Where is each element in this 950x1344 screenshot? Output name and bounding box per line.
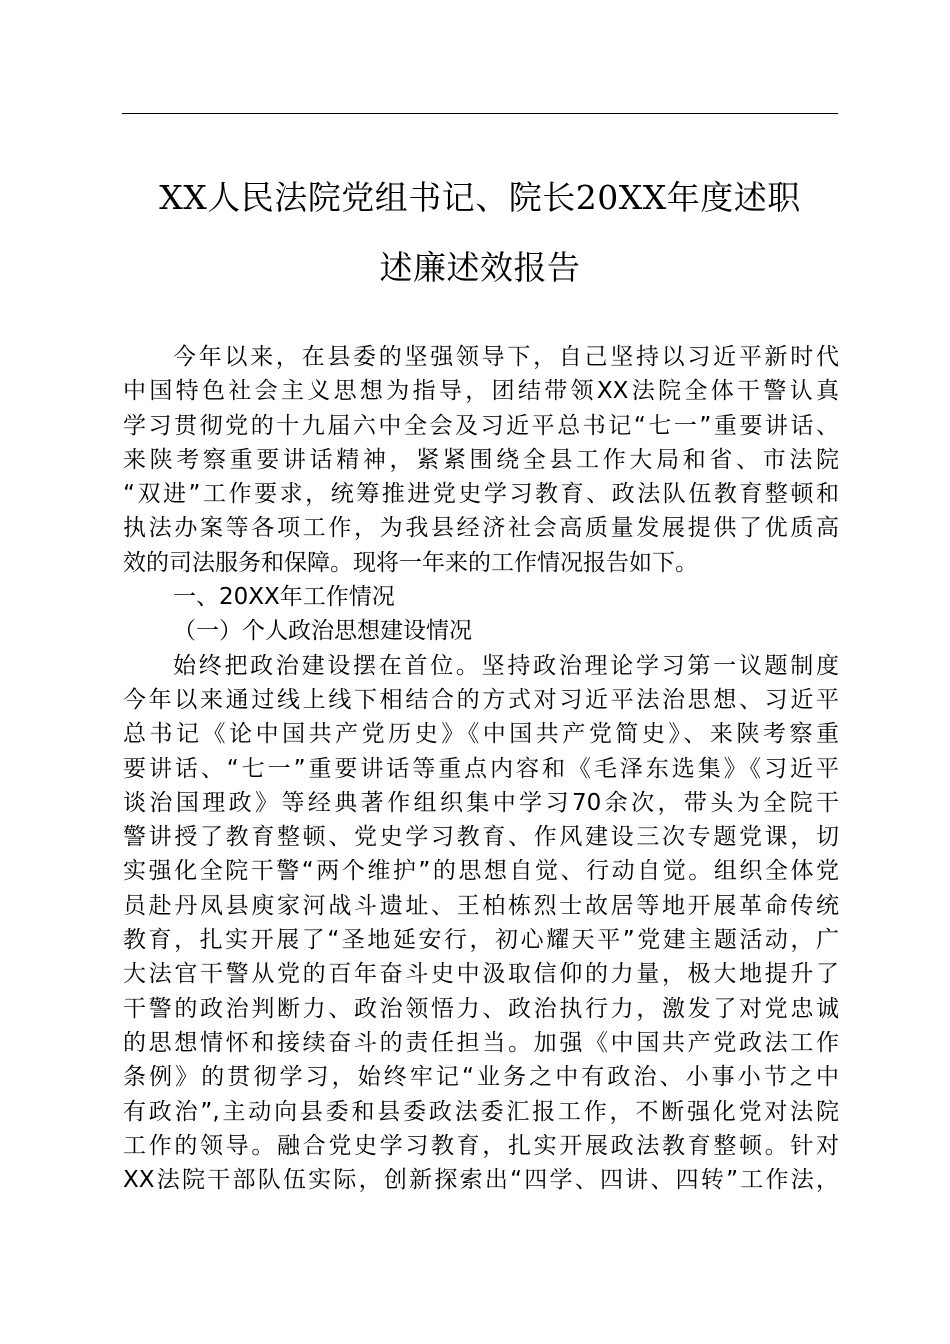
- header-rule: [122, 113, 838, 114]
- section-heading: 一、20XX年工作情况: [173, 584, 395, 611]
- text-line: 今年以来，在县委的坚强领导下，自己坚持以习近平新时代: [173, 344, 839, 370]
- text-line: 要讲话、“七一”重要讲话等重点内容和《毛泽东选集》《习近平: [123, 755, 839, 782]
- document-title-continued: 述廉述效报告: [379, 248, 581, 287]
- text-line: 实强化全院干警“两个维护”的思想自觉、行动自觉。组织全体党: [123, 858, 839, 885]
- text-line: 执法办案等各项工作，为我县经济社会高质量发展提供了优质高: [123, 515, 839, 542]
- text-line: 的思想情怀和接续奋斗的责任担当。加强《中国共产党政法工作: [123, 1029, 839, 1056]
- text-line: 谈治国理政》等经典著作组织集中学习70余次，带头为全院干: [123, 789, 839, 816]
- text-line: 总书记《论中国共产党历史》《中国共产党简史》、来陕考察重: [123, 721, 839, 748]
- document-title: XX人民法院党组书记、院长20XX年度述职: [159, 178, 801, 217]
- text-line: 干警的政治判断力、政治领悟力、政治执行力，激发了对党忠诚: [123, 995, 839, 1022]
- text-line: 中国特色社会主义思想为指导，团结带领XX法院全体干警认真: [123, 378, 839, 405]
- document-body: [123, 340, 839, 1197]
- text-line: 学习贯彻党的十九届六中全会及习近平总书记“七一”重要讲话、: [123, 412, 839, 439]
- text-line: 始终把政治建设摆在首位。坚持政治理论学习第一议题制度: [173, 652, 839, 679]
- text-line: 今年以来通过线上线下相结合的方式对习近平法治思想、习近平: [123, 686, 839, 713]
- text-line: XX法院干部队伍实际，创新探索出“四学、四讲、四转”工作法，: [123, 1167, 839, 1194]
- text-line: 来陕考察重要讲话精神，紧紧围绕全县工作大局和省、市法院: [123, 446, 839, 473]
- text-line: 条例》的贯彻学习，始终牢记“业务之中有政治、小事小节之中: [123, 1064, 839, 1091]
- text-line: 员赴丹凤县庾家河战斗遗址、王柏栋烈士故居等地开展革命传统: [123, 892, 839, 919]
- text-line: 工作的领导。融合党史学习教育，扎实开展政法教育整顿。针对: [123, 1132, 839, 1159]
- text-line: 大法官干警从党的百年奋斗史中汲取信仰的力量，极大地提升了: [123, 961, 839, 988]
- text-line: 教育，扎实开展了“圣地延安行，初心耀天平”党建主题活动，广: [123, 927, 839, 954]
- text-line: 效的司法服务和保障。现将一年来的工作情况报告如下。: [123, 549, 698, 576]
- text-line: “双进”工作要求，统筹推进党史学习教育、政法队伍教育整顿和: [123, 481, 839, 508]
- subsection-heading: （一）个人政治思想建设情况: [173, 618, 472, 645]
- text-line: 有政治”,主动向县委和县委政法委汇报工作，不断强化党对法院: [123, 1098, 839, 1125]
- text-line: 警讲授了教育整顿、党史学习教育、作风建设三次专题党课，切: [123, 824, 839, 851]
